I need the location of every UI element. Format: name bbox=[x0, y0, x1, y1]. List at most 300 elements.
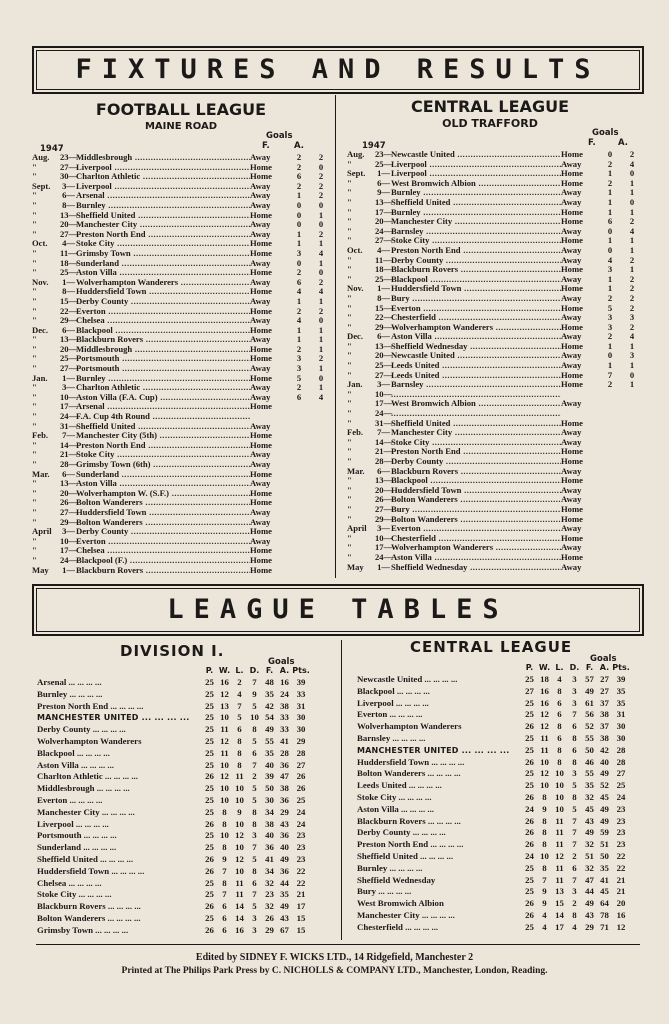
fixture-day: 1— bbox=[62, 564, 75, 575]
fixture-opponent: Manchester City (5th) ..... bbox=[76, 431, 250, 441]
fixture-venue: Home bbox=[561, 532, 583, 543]
stat-l: 12 bbox=[235, 830, 244, 841]
stat-a: 49 bbox=[600, 803, 609, 814]
stat-l: 5 bbox=[237, 712, 242, 723]
table-row bbox=[37, 795, 310, 807]
fixture-venue: Home bbox=[561, 340, 583, 351]
fixture-month: May bbox=[32, 564, 49, 575]
fixture-month: " bbox=[32, 487, 37, 498]
fixture-opponent: Portsmouth ..... bbox=[76, 354, 250, 364]
stat-d: 6 bbox=[572, 862, 577, 873]
cl-f-label: F. bbox=[588, 138, 596, 148]
stat-a: 36 bbox=[280, 830, 289, 841]
stat-a: 45 bbox=[600, 886, 609, 897]
fixture-row bbox=[32, 518, 332, 528]
fixture-goals-for: 1 bbox=[296, 238, 302, 249]
fixture-row bbox=[347, 323, 643, 333]
fixture-month: " bbox=[347, 196, 352, 207]
fixture-opponent: Burnley ..... bbox=[76, 374, 250, 384]
fixture-opponent: Burnley ..... bbox=[391, 188, 561, 198]
fl-goals-label: Goals bbox=[266, 131, 293, 141]
stat-d: 3 bbox=[572, 685, 577, 696]
stat-pts: 23 bbox=[616, 803, 626, 814]
stat-l: 8 bbox=[557, 756, 562, 767]
fixture-day: 20— bbox=[60, 343, 78, 354]
fixture-month: " bbox=[32, 343, 37, 354]
fixture-goals-against: 0 bbox=[318, 199, 324, 210]
fixture-goals-for bbox=[288, 450, 310, 460]
stat-d: 3 bbox=[572, 674, 577, 684]
fixture-opponent: Aston Villa ..... bbox=[391, 553, 561, 563]
team-name: Preston North End ... bbox=[357, 839, 522, 851]
fixture-goals-for bbox=[599, 486, 621, 496]
fixture-venue: Away bbox=[561, 292, 582, 303]
fixture-day: 20— bbox=[375, 350, 393, 361]
fixture-venue: Home bbox=[250, 324, 272, 335]
stat-w: 6 bbox=[222, 924, 227, 935]
table-row bbox=[37, 689, 310, 701]
fixture-opponent: Sheffield United ..... bbox=[76, 211, 250, 221]
fixture-goals-against: 1 bbox=[318, 209, 324, 220]
fixture-opponent: Wolverhampton Wanderers ..... bbox=[391, 323, 561, 333]
fixture-day: 6— bbox=[62, 468, 75, 479]
fixture-goals-against: 1 bbox=[318, 295, 324, 306]
stat-a: 51 bbox=[600, 839, 609, 850]
fixture-opponent: Preston North End ..... bbox=[76, 230, 250, 240]
fixture-month: " bbox=[347, 475, 352, 486]
fixture-opponent bbox=[391, 409, 561, 419]
fixture-opponent: Chelsea ..... bbox=[76, 316, 250, 326]
fixture-goals-against bbox=[621, 534, 643, 544]
stat-a: 37 bbox=[600, 697, 609, 708]
stat-f: 32 bbox=[265, 901, 274, 912]
team-name: Blackburn Rovers ... bbox=[37, 901, 202, 913]
team-name: Stoke City ... bbox=[37, 889, 202, 901]
fixture-month: " bbox=[347, 398, 352, 409]
fixture-venue: Away bbox=[250, 459, 271, 469]
stat-a: 43 bbox=[280, 912, 289, 923]
fixture-row bbox=[32, 163, 332, 173]
stat-p: 25 bbox=[525, 921, 534, 932]
table-row bbox=[357, 674, 630, 686]
stat-l: 12 bbox=[555, 850, 564, 861]
fixture-goals-for: 2 bbox=[296, 305, 302, 316]
team-name: MANCHESTER UNITED ... bbox=[357, 745, 522, 757]
stat-w: 12 bbox=[220, 771, 229, 782]
fixture-row bbox=[32, 354, 332, 364]
fixture-day: 25— bbox=[60, 267, 78, 278]
fixture-day: 22— bbox=[60, 305, 78, 316]
fixture-goals-for: 3 bbox=[296, 363, 302, 374]
fixture-opponent: West Bromwich Albion ..... bbox=[391, 179, 561, 189]
fixture-opponent: Chesterfield ..... bbox=[391, 534, 561, 544]
fixture-opponent: Everton ..... bbox=[76, 307, 250, 317]
fixture-venue: Away bbox=[561, 436, 582, 447]
stat-pts: 24 bbox=[296, 806, 306, 817]
team-name: Liverpool ... bbox=[37, 819, 202, 831]
fixture-opponent: Chelsea ..... bbox=[76, 546, 250, 556]
stat-f: 43 bbox=[585, 909, 594, 920]
footer-editor: Edited by SIDNEY F. WICKS LTD., 14 Ridgefield, Manchester 2 bbox=[195, 952, 474, 963]
fixture-opponent: Liverpool ..... bbox=[76, 163, 250, 173]
table-row bbox=[357, 816, 630, 828]
fixture-goals-for: 0 bbox=[296, 257, 302, 268]
fixture-month: May bbox=[347, 561, 364, 572]
team-name: Aston Villa ... bbox=[37, 760, 202, 772]
fixture-opponent: Blackburn Rovers ..... bbox=[391, 265, 561, 275]
stat-d: 7 bbox=[572, 874, 577, 885]
stat-pts: 33 bbox=[296, 688, 306, 699]
fixture-venue: Away bbox=[561, 561, 582, 572]
fixture-venue: Home bbox=[250, 209, 272, 220]
fixture-goals-against bbox=[310, 498, 332, 508]
fixture-goals-against: 4 bbox=[318, 247, 324, 258]
fixture-month: " bbox=[32, 535, 37, 546]
stat-l: 10 bbox=[235, 794, 244, 805]
fixture-day: 4— bbox=[62, 238, 75, 249]
team-name: Manchester City ... bbox=[37, 807, 202, 819]
stat-l: 10 bbox=[235, 842, 244, 853]
stat-p: 25 bbox=[205, 842, 214, 853]
stat-p: 26 bbox=[525, 791, 534, 802]
fixture-venue: Away bbox=[561, 196, 582, 207]
stat-pts: 23 bbox=[616, 839, 626, 850]
fixture-goals-against: 0 bbox=[318, 161, 324, 172]
cl-goals-label: Goals bbox=[592, 128, 619, 138]
fixture-goals-against: 2 bbox=[629, 292, 635, 303]
stat-a: 45 bbox=[600, 791, 609, 802]
fixture-day: 13— bbox=[60, 209, 78, 220]
stat-p: 26 bbox=[205, 901, 214, 912]
fixture-goals-for: 6 bbox=[296, 171, 302, 182]
stat-p: 25 bbox=[525, 709, 534, 720]
team-name: Sheffield United ... bbox=[357, 851, 522, 863]
fixture-opponent: Liverpool ..... bbox=[76, 182, 250, 192]
stat-p: 25 bbox=[205, 735, 214, 746]
fixture-opponent: Newcastle United ..... bbox=[391, 351, 561, 361]
fixture-month: " bbox=[347, 513, 352, 524]
stat-w: 11 bbox=[220, 724, 229, 735]
fixture-venue: Home bbox=[250, 526, 272, 537]
stat-f: 38 bbox=[265, 818, 274, 829]
fixture-opponent: Barnsley ..... bbox=[391, 380, 561, 390]
stat-w: 7 bbox=[222, 865, 227, 876]
fixture-venue: Home bbox=[561, 149, 583, 159]
stat-a: 27 bbox=[600, 674, 609, 684]
fixture-day: 24— bbox=[60, 411, 78, 422]
stat-l: 11 bbox=[555, 815, 564, 826]
fixture-goals-against bbox=[310, 556, 332, 566]
fixture-goals-for bbox=[288, 402, 310, 412]
fixture-goals-against: 1 bbox=[629, 235, 635, 246]
table-row bbox=[37, 771, 310, 783]
fixture-row bbox=[32, 211, 332, 221]
fixture-goals-against: 4 bbox=[629, 158, 635, 169]
fixture-venue: Home bbox=[250, 305, 272, 316]
fixture-goals-for bbox=[288, 508, 310, 518]
fixture-day: 3— bbox=[377, 523, 390, 534]
team-name: Burnley ... bbox=[37, 689, 202, 701]
fixture-venue: Home bbox=[250, 554, 272, 565]
fixture-row bbox=[347, 419, 643, 429]
stat-l: 11 bbox=[555, 874, 564, 885]
stat-w: 8 bbox=[542, 815, 547, 826]
fixture-month: " bbox=[32, 411, 37, 422]
fixture-goals-for: 6 bbox=[607, 216, 613, 227]
stat-d: 5 bbox=[252, 783, 257, 794]
fixture-month: " bbox=[347, 273, 352, 284]
division-one-title: DIVISION I. bbox=[120, 642, 225, 660]
fixture-goals-against: 1 bbox=[318, 257, 324, 268]
stat-a: 38 bbox=[280, 783, 289, 794]
table-row bbox=[357, 768, 630, 780]
fixture-opponent: Preston North End ..... bbox=[76, 441, 250, 451]
table-row bbox=[37, 724, 310, 736]
stat-pts: 12 bbox=[616, 921, 626, 932]
fixture-venue: Away bbox=[250, 535, 271, 546]
stat-a: 41 bbox=[280, 735, 289, 746]
stat-pts: 35 bbox=[616, 685, 626, 696]
fixture-venue: Away bbox=[250, 382, 271, 393]
fixture-opponent: Derby County ..... bbox=[76, 297, 250, 307]
fixture-row bbox=[347, 160, 643, 170]
fixture-venue: Home bbox=[250, 286, 272, 297]
stat-d: 8 bbox=[572, 791, 577, 802]
fixture-venue: Away bbox=[561, 350, 582, 361]
fixture-row bbox=[32, 220, 332, 230]
stat-a: 44 bbox=[280, 877, 289, 888]
stat-l: 8 bbox=[237, 747, 242, 758]
fixture-month: Dec. bbox=[32, 324, 48, 335]
central-league-table bbox=[357, 674, 630, 934]
fixture-opponent: Liverpool ..... bbox=[391, 160, 561, 170]
fixture-goals-for: 2 bbox=[607, 331, 613, 342]
stat-w: 8 bbox=[542, 839, 547, 850]
stat-d: 3 bbox=[252, 912, 257, 923]
stat-d: 5 bbox=[252, 735, 257, 746]
fixture-goals-for bbox=[599, 553, 621, 563]
fixture-month: " bbox=[347, 436, 352, 447]
stat-w: 8 bbox=[222, 818, 227, 829]
tables-title: LEAGUE TABLES bbox=[167, 594, 509, 625]
stat-l: 8 bbox=[237, 735, 242, 746]
fixture-day: 28— bbox=[60, 459, 78, 469]
fixture-row bbox=[32, 307, 332, 317]
stat-d: 3 bbox=[252, 830, 257, 841]
fixture-row bbox=[32, 326, 332, 336]
footer-printer: Printed at The Philips Park Press by C. NICHOLLS & COMPANY LTD., Manchester, London, Reading. bbox=[121, 966, 548, 976]
stat-w: 9 bbox=[542, 898, 547, 909]
stat-f: 32 bbox=[585, 862, 594, 873]
stat-a: 49 bbox=[600, 768, 609, 779]
fixture-goals-against bbox=[621, 486, 643, 496]
fixture-opponent: Leeds United ..... bbox=[391, 361, 561, 371]
stat-d: 3 bbox=[572, 768, 577, 779]
stat-p: 26 bbox=[525, 756, 534, 767]
fixture-venue: Away bbox=[250, 506, 271, 517]
fixture-goals-against bbox=[621, 524, 643, 534]
stat-l: 7 bbox=[237, 700, 242, 711]
fixture-venue: Away bbox=[561, 542, 582, 553]
fixture-goals-for bbox=[599, 428, 621, 438]
fixture-day: 1— bbox=[62, 372, 75, 383]
fixture-row bbox=[347, 371, 643, 381]
fixture-opponent: Middlesbrough ..... bbox=[76, 153, 250, 163]
fixture-goals-for bbox=[288, 546, 310, 556]
fixture-day: 31— bbox=[60, 420, 78, 431]
fixture-goals-for: 3 bbox=[607, 321, 613, 332]
fixture-venue: Home bbox=[250, 353, 272, 364]
stat-w: 7 bbox=[222, 889, 227, 900]
fixture-day: 6— bbox=[377, 331, 390, 342]
fixture-goals-for bbox=[288, 412, 310, 422]
stat-d: 2 bbox=[572, 850, 577, 861]
table-row bbox=[37, 830, 310, 842]
stat-p: 26 bbox=[205, 818, 214, 829]
stat-w: 11 bbox=[540, 732, 549, 743]
stat-f: 55 bbox=[265, 735, 274, 746]
stat-a: 36 bbox=[280, 865, 289, 876]
fixture-goals-against bbox=[310, 537, 332, 547]
fixture-month: " bbox=[347, 456, 352, 466]
stat-d: 5 bbox=[252, 700, 257, 711]
fixture-month: " bbox=[347, 177, 352, 188]
fixture-day: 8— bbox=[62, 286, 75, 297]
fixture-goals-against bbox=[310, 402, 332, 412]
fixture-day: 20— bbox=[375, 216, 393, 227]
fixture-month: " bbox=[347, 503, 352, 514]
fixture-goals-against bbox=[310, 431, 332, 441]
fixture-opponent: Middlesbrough ..... bbox=[76, 345, 250, 355]
fixture-goals-against bbox=[310, 518, 332, 528]
stat-l: 6 bbox=[557, 697, 562, 708]
table-row bbox=[37, 866, 310, 878]
table-row bbox=[357, 792, 630, 804]
fixture-goals-against: 2 bbox=[318, 180, 324, 191]
fixture-venue: Away bbox=[561, 427, 582, 438]
fixture-goals-for bbox=[288, 422, 310, 432]
fixture-month: " bbox=[347, 225, 352, 236]
table-row bbox=[357, 745, 630, 757]
team-name: Wolverhampton Wanderers bbox=[357, 721, 462, 732]
stat-d: 6 bbox=[252, 877, 257, 888]
team-name: Middlesbrough ... bbox=[37, 783, 202, 795]
stat-l: 10 bbox=[555, 791, 564, 802]
fixture-day: 17— bbox=[375, 206, 393, 217]
fixture-venue: Home bbox=[561, 206, 583, 217]
stat-p: 26 bbox=[525, 827, 534, 838]
fixture-month: " bbox=[32, 516, 37, 527]
fixture-goals-for: 1 bbox=[296, 334, 302, 345]
fixture-row bbox=[32, 259, 332, 269]
table-row bbox=[357, 733, 630, 745]
fixture-row bbox=[32, 297, 332, 307]
stat-p: 25 bbox=[525, 780, 534, 791]
fixture-venue: Away bbox=[250, 257, 271, 268]
stat-d: 5 bbox=[252, 901, 257, 912]
stat-f: 55 bbox=[585, 768, 594, 779]
fixture-month: " bbox=[32, 363, 37, 374]
stat-d: 6 bbox=[572, 721, 577, 732]
fixture-day: 17— bbox=[375, 398, 393, 409]
fixture-day: 6— bbox=[377, 177, 390, 188]
fixture-venue: Home bbox=[561, 302, 583, 313]
stat-a: 16 bbox=[280, 677, 289, 687]
fixture-opponent: Blackpool ..... bbox=[76, 326, 250, 336]
stat-w: 18 bbox=[540, 674, 549, 684]
team-name: West Bromwich Albion bbox=[357, 898, 444, 909]
fixture-goals-against: 3 bbox=[629, 312, 635, 323]
stat-pts: 25 bbox=[296, 794, 306, 805]
fixture-goals-against: 1 bbox=[318, 343, 324, 354]
fixture-day: 1— bbox=[62, 276, 75, 287]
stat-f: 43 bbox=[585, 815, 594, 826]
fixture-month: " bbox=[32, 295, 37, 306]
stat-pts: 39 bbox=[296, 677, 306, 687]
table-row bbox=[37, 901, 310, 913]
fixture-goals-for: 2 bbox=[296, 343, 302, 354]
column-header: L. bbox=[555, 663, 564, 672]
fixture-goals-for: 1 bbox=[607, 235, 613, 246]
stat-d: 6 bbox=[252, 747, 257, 758]
stat-d: 7 bbox=[252, 842, 257, 853]
fixture-venue: Home bbox=[561, 379, 583, 390]
stat-w: 8 bbox=[222, 806, 227, 817]
fixture-goals-for bbox=[599, 447, 621, 457]
column-header: L. bbox=[235, 666, 244, 675]
fixture-day: 18— bbox=[60, 257, 78, 268]
stat-pts: 23 bbox=[296, 830, 306, 841]
fixture-goals-for: 0 bbox=[607, 149, 613, 159]
fixture-row bbox=[32, 383, 332, 393]
team-name: Arsenal ... bbox=[37, 677, 202, 689]
fixture-month: " bbox=[347, 417, 352, 428]
fixture-goals-against bbox=[621, 505, 643, 515]
fixture-row bbox=[32, 422, 332, 432]
central-league-title: CENTRAL LEAGUE bbox=[410, 97, 569, 116]
central-table-header bbox=[357, 663, 630, 672]
team-name: Wolverhampton Wanderers bbox=[37, 735, 142, 746]
stat-pts: 30 bbox=[296, 724, 306, 735]
fixture-row bbox=[32, 345, 332, 355]
fl-f-label: F. bbox=[262, 141, 270, 151]
fixture-day: 8— bbox=[377, 292, 390, 303]
fixture-row bbox=[32, 278, 332, 288]
stat-p: 25 bbox=[205, 688, 214, 699]
fixture-month: April bbox=[32, 526, 52, 537]
stat-d: 2 bbox=[252, 771, 257, 782]
stat-pts: 21 bbox=[296, 889, 306, 900]
fixture-month: Sept. bbox=[32, 180, 51, 191]
fixture-opponent: Blackburn Rovers ..... bbox=[391, 467, 561, 477]
stat-a: 49 bbox=[280, 853, 289, 864]
fixture-goals-against: 3 bbox=[629, 350, 635, 361]
fixture-day: 3— bbox=[377, 379, 390, 390]
fixture-goals-against: 1 bbox=[629, 340, 635, 351]
stat-l: 6 bbox=[557, 732, 562, 743]
fixture-goals-for bbox=[288, 498, 310, 508]
fixture-row bbox=[347, 169, 643, 179]
fixture-day: 13— bbox=[375, 340, 393, 351]
fixture-venue: Away bbox=[250, 180, 271, 191]
fixture-month: " bbox=[32, 420, 37, 431]
fixture-row bbox=[32, 508, 332, 518]
stat-f: 35 bbox=[265, 688, 274, 699]
table-row bbox=[37, 913, 310, 925]
fixture-row bbox=[32, 441, 332, 451]
fixture-day: 13— bbox=[375, 196, 393, 207]
fixture-venue: Home bbox=[250, 430, 272, 441]
